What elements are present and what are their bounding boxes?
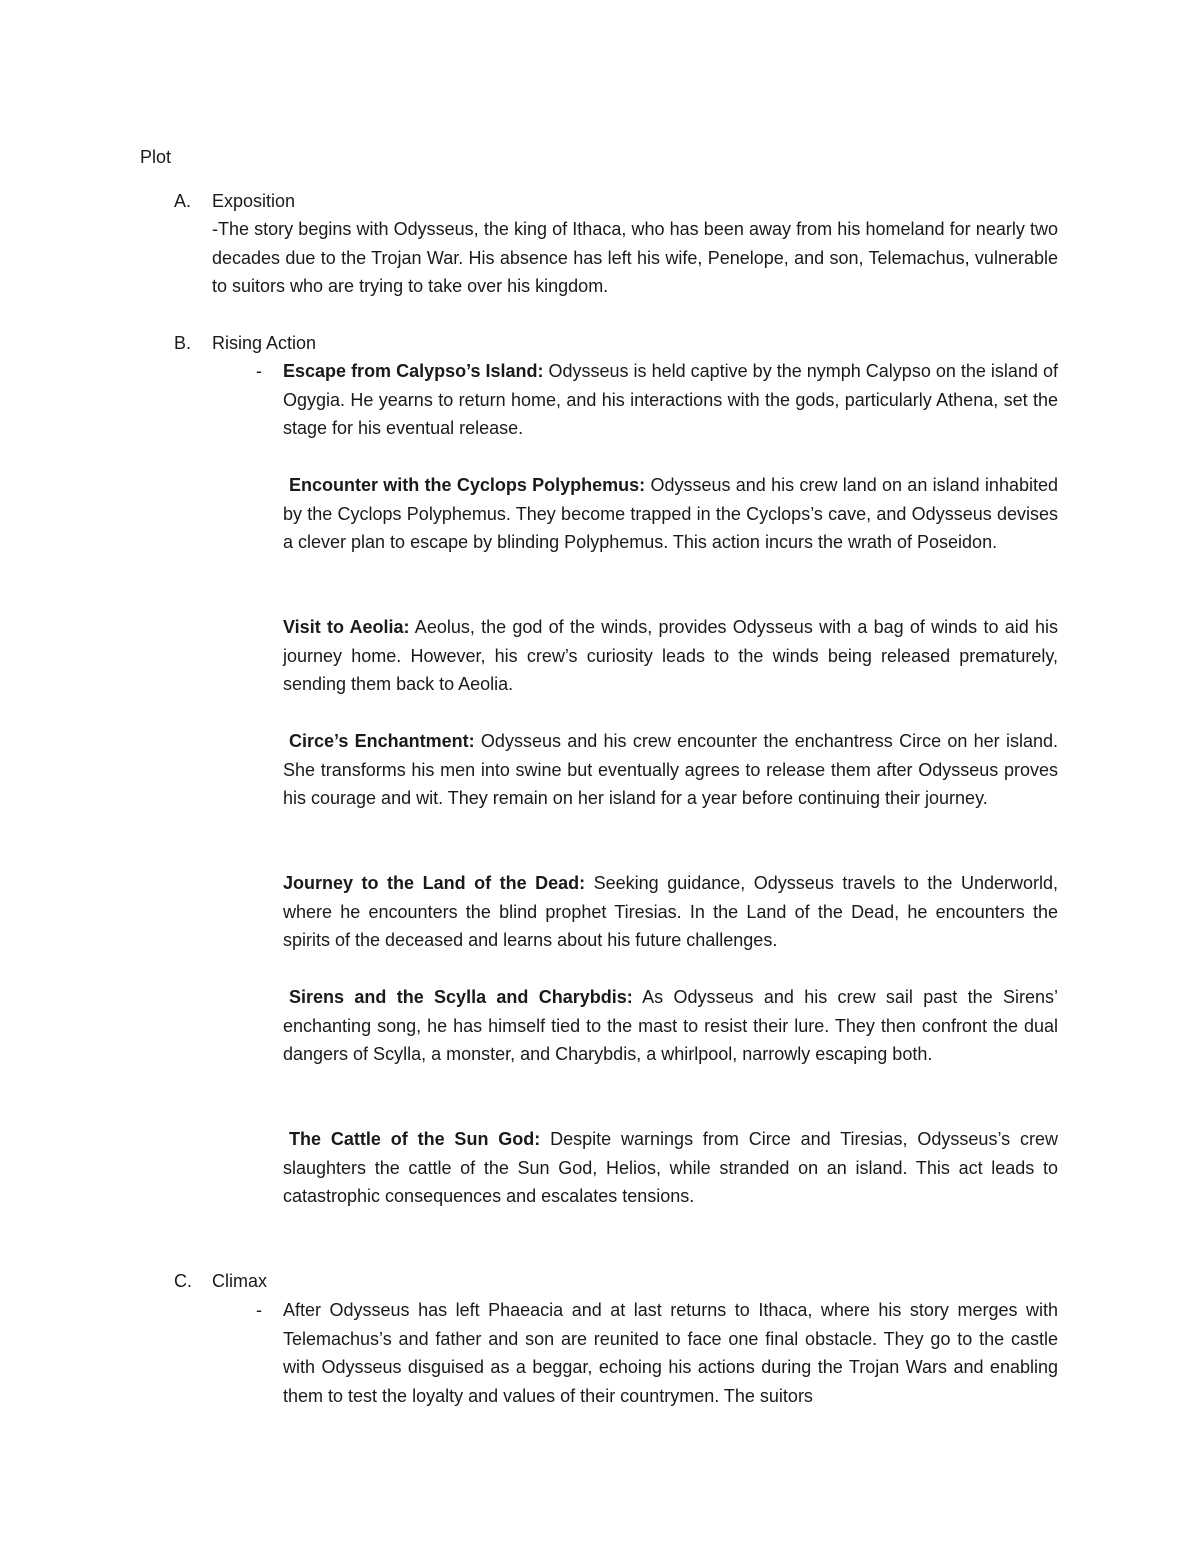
list-dash: -: [256, 1300, 262, 1320]
section-title: Climax: [212, 1271, 268, 1291]
section-letter: C.: [174, 1271, 192, 1291]
event-paragraph: [283, 727, 1058, 813]
section-heading-climax: [174, 1267, 267, 1295]
event-paragraph: [283, 471, 1058, 557]
event-paragraph: [283, 613, 1058, 699]
event-label: Journey to the Land of the Dead:: [283, 873, 586, 893]
event-paragraph: [283, 983, 1058, 1069]
event-text: Odysseus and his crew land on an island inhabited by the Cyclops Polyphemus. They become trapped in the Cyclops’s cave, and Odysseus devises a clever plan to escape by blinding Polyphemus. This action incurs the wrath of Poseidon.: [283, 475, 1058, 552]
event-label: Escape from Calypso’s Island:: [283, 361, 544, 381]
event-label: Sirens and the Scylla and Charybdis:: [289, 987, 633, 1007]
event-label: The Cattle of the Sun God:: [289, 1129, 541, 1149]
event-paragraph: [283, 357, 1058, 443]
event-text: Aeolus, the god of the winds, provides Odysseus with a bag of winds to aid his journey home. However, his crew’s curiosity leads to the winds being released prematurely, sending them back to Aeolia.: [283, 617, 1058, 694]
event-text: Odysseus and his crew encounter the enchantress Circe on her island. She transforms his men into swine but eventually agrees to release them after Odysseus proves his courage and wit. They remain on her island for a year before continuing their journey.: [283, 731, 1058, 808]
event-text: As Odysseus and his crew sail past the Sirens’ enchanting song, he has himself tied to the mast to resist their lure. They then confront the dual dangers of Scylla, a monster, and Charybdis, a whirlpool, narrowly escaping both.: [283, 987, 1058, 1064]
climax-body: After Odysseus has left Phaeacia and at last returns to Ithaca, where his story merges with Telemachus’s and father and son are reunited to face one final obstacle. They go to the castle with Odysseus disguised as a beggar, echoing his actions during the Trojan Wars and enabling them to test the loyalty and values of their countrymen. The suitors: [283, 1300, 1058, 1406]
section-title: Rising Action: [212, 333, 317, 353]
exposition-body: -The story begins with Odysseus, the king of Ithaca, who has been away from his homeland for nearly two decades due to the Trojan War. His absence has left his wife, Penelope, and son, Telemachus, vulnerable to suitors who are trying to take over his kingdom.: [212, 219, 1058, 296]
event-label: Visit to Aeolia:: [283, 617, 410, 637]
section-heading-exposition: [174, 187, 295, 215]
event-label: Circe’s Enchantment:: [289, 731, 475, 751]
event-text: Odysseus is held captive by the nymph Calypso on the island of Ogygia. He yearns to return home, and his interactions with the gods, particularly Athena, set the stage for his eventual release.: [283, 361, 1058, 438]
event-paragraph: [283, 1125, 1058, 1211]
section-letter: B.: [174, 333, 192, 353]
event-text: Seeking guidance, Odysseus travels to the Underworld, where he encounters the blind prophet Tiresias. In the Land of the Dead, he encounters the spirits of the deceased and learns about his future challenges.: [283, 873, 1058, 950]
page-title: Plot: [140, 147, 172, 167]
section-title: Exposition: [212, 191, 296, 211]
event-text: Despite warnings from Circe and Tiresias, Odysseus’s crew slaughters the cattle of the Sun God, Helios, while stranded on an island. This act leads to catastrophic consequences and escalates tensions.: [283, 1129, 1058, 1206]
section-letter: A.: [174, 191, 192, 211]
event-label: Encounter with the Cyclops Polyphemus:: [289, 475, 646, 495]
event-paragraph: [283, 869, 1058, 955]
list-dash: -: [256, 361, 262, 381]
section-heading-rising-action: [174, 329, 316, 357]
